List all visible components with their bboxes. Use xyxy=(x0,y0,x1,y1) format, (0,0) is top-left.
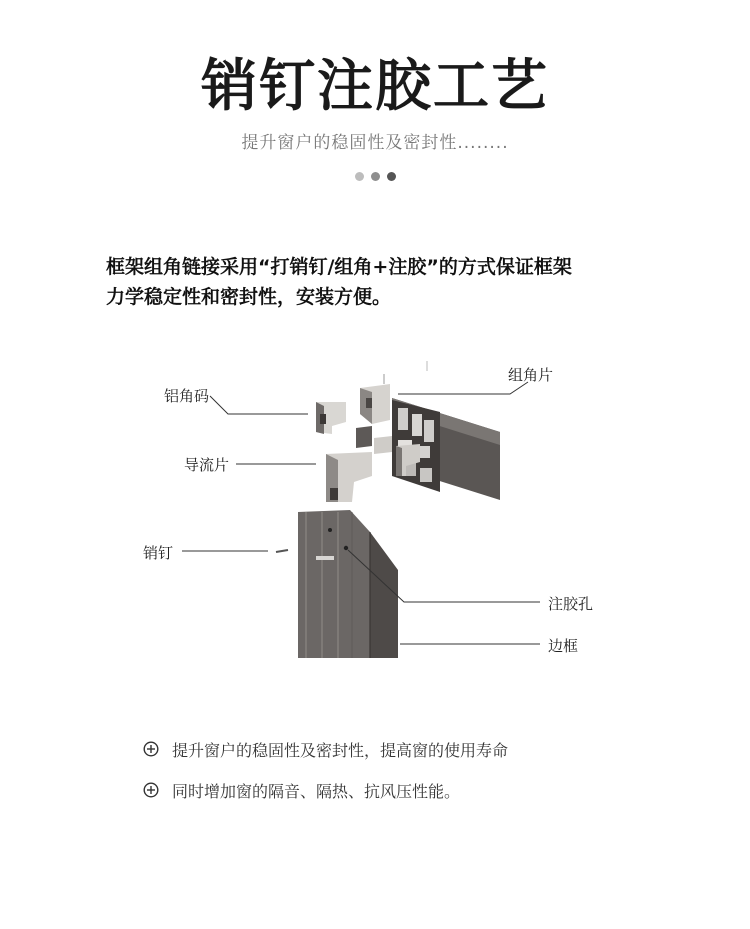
label-deflector: 导流片 xyxy=(184,456,230,474)
carousel-dot-2[interactable] xyxy=(371,172,380,181)
carousel-dots xyxy=(0,172,750,181)
feature-text: 同时增加窗的隔音、隔热、抗风压性能。 xyxy=(172,781,461,801)
corner-piece-part xyxy=(360,384,390,424)
page-title: 销钉注胶工艺 xyxy=(201,54,549,119)
feature-list xyxy=(143,735,508,817)
plus-circle-icon xyxy=(143,782,159,798)
label-pin: 销钉 xyxy=(143,544,174,562)
carousel-dot-1[interactable] xyxy=(355,172,364,181)
feature-text: 提升窗户的稳固性及密封性，提高窗的使用寿命 xyxy=(172,740,509,760)
label-aluminum-corner-code: 铝角码 xyxy=(164,387,210,405)
exploded-view-illustration xyxy=(0,340,750,680)
vertical-frame-profile xyxy=(298,510,398,658)
assembly-diagram xyxy=(0,340,750,680)
label-frame: 边框 xyxy=(548,637,579,655)
page-subtitle: 提升窗户的稳固性及密封性........ xyxy=(241,133,509,153)
carousel-dot-3[interactable] xyxy=(387,172,396,181)
description-line-2: 力学稳定性和密封性，安装方便。 xyxy=(106,286,392,308)
description xyxy=(106,252,666,312)
small-bracket-part xyxy=(356,426,392,454)
aluminum-corner-code-part xyxy=(316,402,346,434)
feature-item xyxy=(143,735,508,763)
description-line-1: 框架组角链接采用“打销钉/组角+注胶”的方式保证框架 xyxy=(106,256,572,278)
label-glue-hole: 注胶孔 xyxy=(548,595,594,613)
plus-circle-icon xyxy=(143,741,159,757)
label-corner-piece: 组角片 xyxy=(508,366,554,384)
deflector-part xyxy=(326,452,372,502)
loose-pin-part xyxy=(276,550,288,552)
feature-item xyxy=(143,776,508,804)
